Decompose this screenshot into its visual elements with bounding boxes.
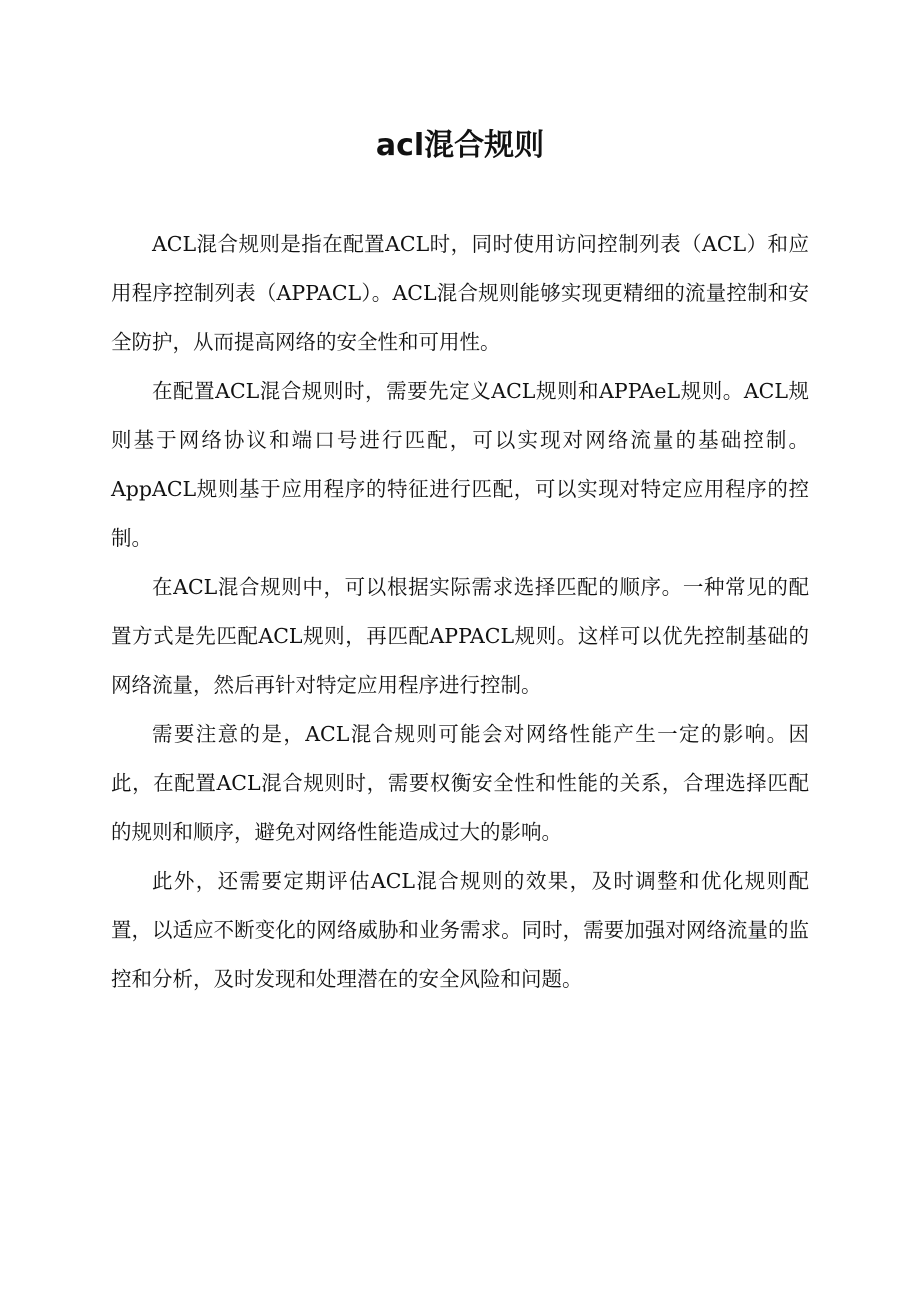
paragraph-1: ACL混合规则是指在配置ACL时，同时使用访问控制列表（ACL）和应用程序控制列表（APPACL）。ACL混合规则能够实现更精细的流量控制和安全防护，从而提高网络的安全性和可用性。: [111, 232, 809, 354]
paragraph-3: 在ACL混合规则中，可以根据实际需求选择匹配的顺序。一种常见的配置方式是先匹配ACL规则，再匹配APPACL规则。这样可以优先控制基础的网络流量，然后再针对特定应用程序进行控制。: [111, 575, 809, 697]
paragraph-2: 在配置ACL混合规则时，需要先定义ACL规则和APPAeL规则。ACL规则基于网络协议和端口号进行匹配，可以实现对网络流量的基础控制。AppACL规则基于应用程序的特征进行匹配，可以实现对特定应用程序的控制。: [111, 379, 809, 550]
document-title: acl混合规则: [375, 128, 545, 163]
paragraph-5: 此外，还需要定期评估ACL混合规则的效果，及时调整和优化规则配置，以适应不断变化的网络威胁和业务需求。同时，需要加强对网络流量的监控和分析，及时发现和处理潜在的安全风险和问题。: [111, 869, 809, 991]
document-body: [111, 220, 809, 1004]
paragraph-4: 需要注意的是，ACL混合规则可能会对网络性能产生一定的影响。因此，在配置ACL混合规则时，需要权衡安全性和性能的关系，合理选择匹配的规则和顺序，避免对网络性能造成过大的影响。: [111, 722, 809, 844]
